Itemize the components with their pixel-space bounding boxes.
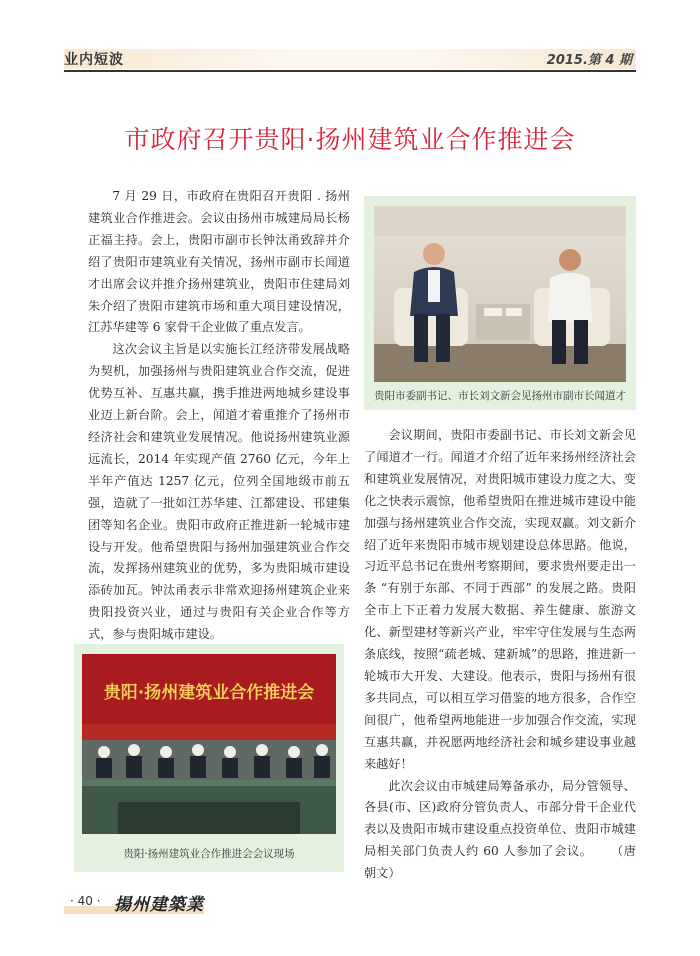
paragraph bbox=[364, 776, 636, 886]
banner-text: 贵阳·扬州建筑业合作推进会 bbox=[103, 683, 315, 703]
meeting-photo-image bbox=[374, 206, 626, 382]
paragraph: 7 月 29 日，市政府在贵阳召开贵阳 . 扬州建筑业合作推进会。会议由扬州市城建局局长杨正福主持。会上，贵阳市副市长钟汰甬致辞并介绍了贵阳市建筑业有关情况，扬州市副市长闻道才出席会议并推介扬州建筑业，贵阳市住建局刘朱介绍了贵阳市建筑市场和重大项目建设情况，江苏华建等 6 家骨干企业做了重点发言。 bbox=[88, 189, 350, 335]
author-credit: （唐朝文） bbox=[364, 844, 636, 881]
photo-caption: 贵阳·扬州建筑业合作推进会会议现场 bbox=[123, 848, 295, 860]
left-column bbox=[88, 186, 350, 646]
right-column bbox=[364, 425, 636, 885]
article-title: 市政府召开贵阳·扬州建筑业合作推进会 bbox=[124, 125, 576, 154]
header-rule bbox=[64, 70, 636, 72]
conference-photo-illustration bbox=[82, 654, 336, 834]
page-footer bbox=[64, 888, 636, 918]
paragraph: 会议期间，贵阳市委副书记、市长刘文新会见了闻道才一行。闻道才介绍了近年来扬州经济社会和建筑业发展情况，对贵阳城市建设力度之大、变化之快表示震惊，他希望贵阳在推进城市建设中能加强与扬州建筑业合作交流，实现双赢。刘文新介绍了近年来贵阳市城市规划建设总体思路。他说，习近平总书记在贵州考察期间，要求贵州要走出一条 “有别于东部、不同于西部” 的发展之路。贵阳全市上下正着力发展大数据、养生健康、旅游文化、新型建材等新兴产业，牢牢守住发展与生态两条底线，按照“疏老城、建新城”的思路，推进新一轮城市大开发、大建设。他表示，贵阳与扬州有很多共同点，可以相互学习借鉴的地方很多，合作空间很广，他希望两地能进一步加强合作交流，实现互惠共赢，并祝愿两地经济社会和城乡建设事业越来越好！ bbox=[364, 428, 636, 771]
conference-photo bbox=[74, 644, 344, 872]
column-name: 业内短波 bbox=[64, 52, 124, 68]
paragraph-text: 此次会议由市城建局筹备承办，局分管领导、各县(市、区)政府分管负责人、市部分骨干企业代表以及贵阳市城市建设重点投资单位、贵阳市城建局相关部门负责人约 60 人参加了会议。 bbox=[364, 778, 636, 859]
paragraph: 这次会议主旨是以实施长江经济带发展战略为契机，加强扬州与贵阳建筑业合作交流，促进优势互补、互惠共赢，携手推进两地城乡建设事业迈上新台阶。会上，闻道才着重推介了扬州市经济社会和建筑业发展情况。他说扬州建筑业源远流长，2014 年实现产值 2760 亿元，今年上半年产值达 1257 亿元，位列全国地级市前五强，造就了一批如江苏华建、江都建设、邗建集团等知名企业。贵阳市政府正推进新一轮城市建设与开发。他希望贵阳与扬州加强建筑业合作交流，发挥扬州建筑业的优势，多为贵阳城市建设添砖加瓦。钟汰甬表示非常欢迎扬州建筑企业来贵阳投资兴业，通过与贵阳有关企业合作等方式，参与贵阳城市建设。 bbox=[88, 342, 350, 642]
meeting-photo bbox=[364, 196, 636, 410]
magazine-logo: 揚州建築業 bbox=[114, 895, 204, 915]
meeting-photo-illustration bbox=[374, 206, 626, 382]
running-header bbox=[64, 46, 636, 70]
issue-number: 2015.第 4 期 bbox=[546, 53, 632, 68]
page-number: · 40 · bbox=[70, 894, 101, 908]
conference-photo-image bbox=[82, 654, 336, 834]
photo-caption: 贵阳市委副书记、市长刘文新会见扬州市副市长闻道才 bbox=[374, 390, 626, 402]
